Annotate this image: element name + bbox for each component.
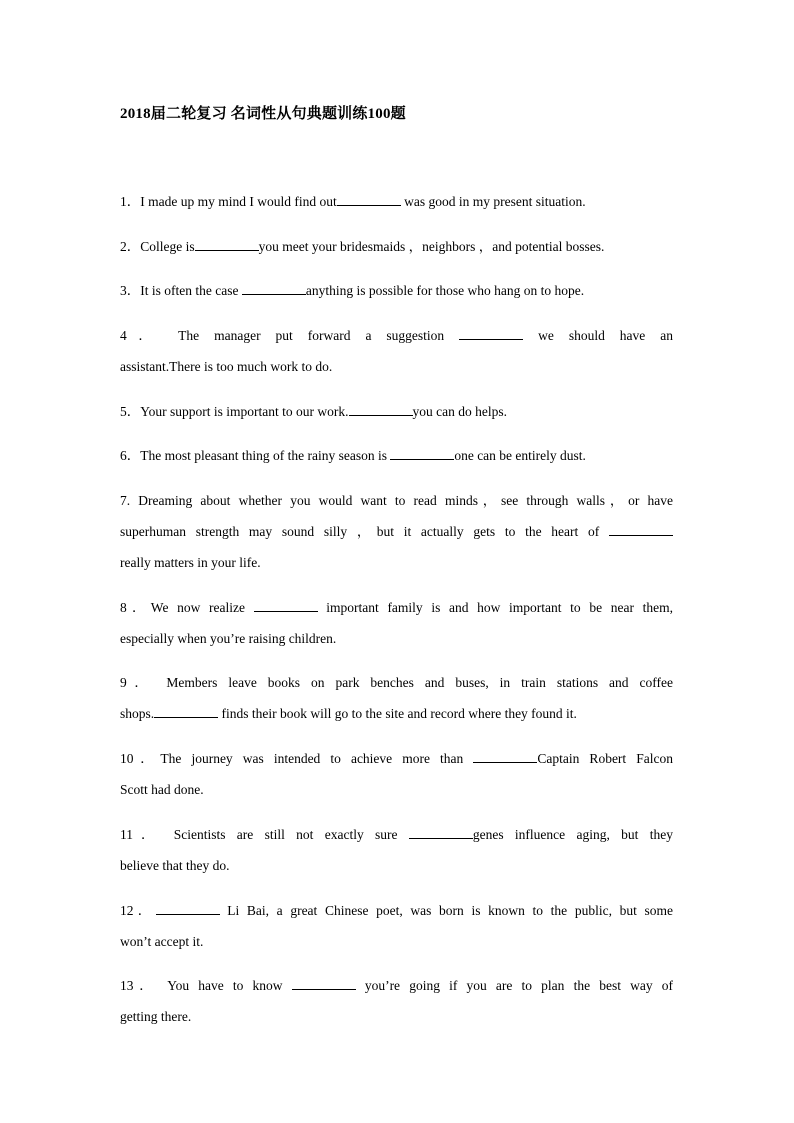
question-8-continuation: especially when you’re raising children. bbox=[120, 631, 337, 646]
question-text: 3．It is often the case bbox=[120, 283, 242, 298]
question-11-continuation: believe that they do. bbox=[120, 858, 230, 873]
question-2 bbox=[120, 237, 673, 257]
answer-blank bbox=[337, 192, 401, 206]
question-text: we should have an bbox=[523, 328, 673, 343]
question-8 bbox=[120, 598, 673, 618]
question-text: Li Bai, a great Chinese poet, was born is known to the public, but some bbox=[219, 903, 674, 918]
question-text: shops. bbox=[120, 706, 155, 721]
question-5 bbox=[120, 402, 673, 422]
question-10 bbox=[120, 749, 673, 769]
question-text: Captain Robert Falcon bbox=[537, 751, 673, 766]
answer-blank bbox=[195, 237, 259, 251]
question-text: 12． bbox=[120, 903, 156, 918]
question-text: 5．Your support is important to our work. bbox=[120, 404, 349, 419]
question-text: 4． The manager put forward a suggestion bbox=[120, 328, 460, 343]
question-text: 1．I made up my mind I would find out bbox=[120, 194, 337, 209]
question-10-continuation: Scott had done. bbox=[120, 782, 204, 797]
question-7-continuation bbox=[120, 522, 673, 542]
question-7: 7. Dreaming about whether you would want to read minds，see through walls，or have bbox=[120, 493, 673, 508]
answer-blank bbox=[242, 281, 306, 295]
question-text: 11． Scientists are still not exactly sure bbox=[120, 827, 409, 842]
question-text: 2．College is bbox=[120, 239, 195, 254]
question-3 bbox=[120, 281, 673, 301]
question-text: you can do helps. bbox=[412, 404, 507, 419]
question-text: one can be entirely dust. bbox=[454, 448, 586, 463]
question-text: was good in my present situation. bbox=[400, 194, 586, 209]
question-12-continuation: won’t accept it. bbox=[120, 934, 204, 949]
answer-blank bbox=[459, 326, 523, 340]
question-12 bbox=[120, 901, 673, 921]
question-13 bbox=[120, 976, 673, 996]
question-text: finds their book will go to the site and record where they found it. bbox=[218, 706, 577, 721]
answer-blank bbox=[254, 598, 318, 612]
question-9: 9． Members leave books on park benches and buses, in train stations and coffee bbox=[120, 675, 673, 690]
question-13-continuation: getting there. bbox=[120, 1009, 192, 1024]
question-text: 13． You have to know bbox=[120, 978, 292, 993]
answer-blank bbox=[154, 704, 218, 718]
question-7-continuation-2: really matters in your life. bbox=[120, 555, 261, 570]
answer-blank bbox=[409, 825, 473, 839]
question-text: anything is possible for those who hang on to hope. bbox=[305, 283, 585, 298]
answer-blank bbox=[609, 522, 673, 536]
answer-blank bbox=[292, 976, 356, 990]
question-11 bbox=[120, 825, 673, 845]
question-text: you meet your bridesmaids ，neighbors ，and potential bosses. bbox=[258, 239, 605, 254]
document-title: 2018届二轮复习 名词性从句典题训练100题 bbox=[120, 106, 406, 122]
question-6 bbox=[120, 446, 673, 466]
question-text: you’re going if you are to plan the best way of bbox=[355, 978, 673, 993]
question-text: important family is and how important to be near them, bbox=[317, 600, 673, 615]
question-9-continuation bbox=[120, 704, 673, 724]
question-1 bbox=[120, 192, 673, 212]
question-text: 10．The journey was intended to achieve more than bbox=[120, 751, 474, 766]
question-4 bbox=[120, 326, 673, 346]
question-text: 8．We now realize bbox=[120, 600, 254, 615]
answer-blank bbox=[390, 446, 454, 460]
question-4-continuation: assistant.There is too much work to do. bbox=[120, 359, 333, 374]
question-text: genes influence aging, but they bbox=[472, 827, 673, 842]
answer-blank bbox=[349, 402, 413, 416]
question-text: 6．The most pleasant thing of the rainy season is bbox=[120, 448, 391, 463]
answer-blank bbox=[156, 901, 220, 915]
question-text: superhuman strength may sound silly ，but it actually gets to the heart of bbox=[120, 524, 609, 539]
answer-blank bbox=[473, 749, 537, 763]
